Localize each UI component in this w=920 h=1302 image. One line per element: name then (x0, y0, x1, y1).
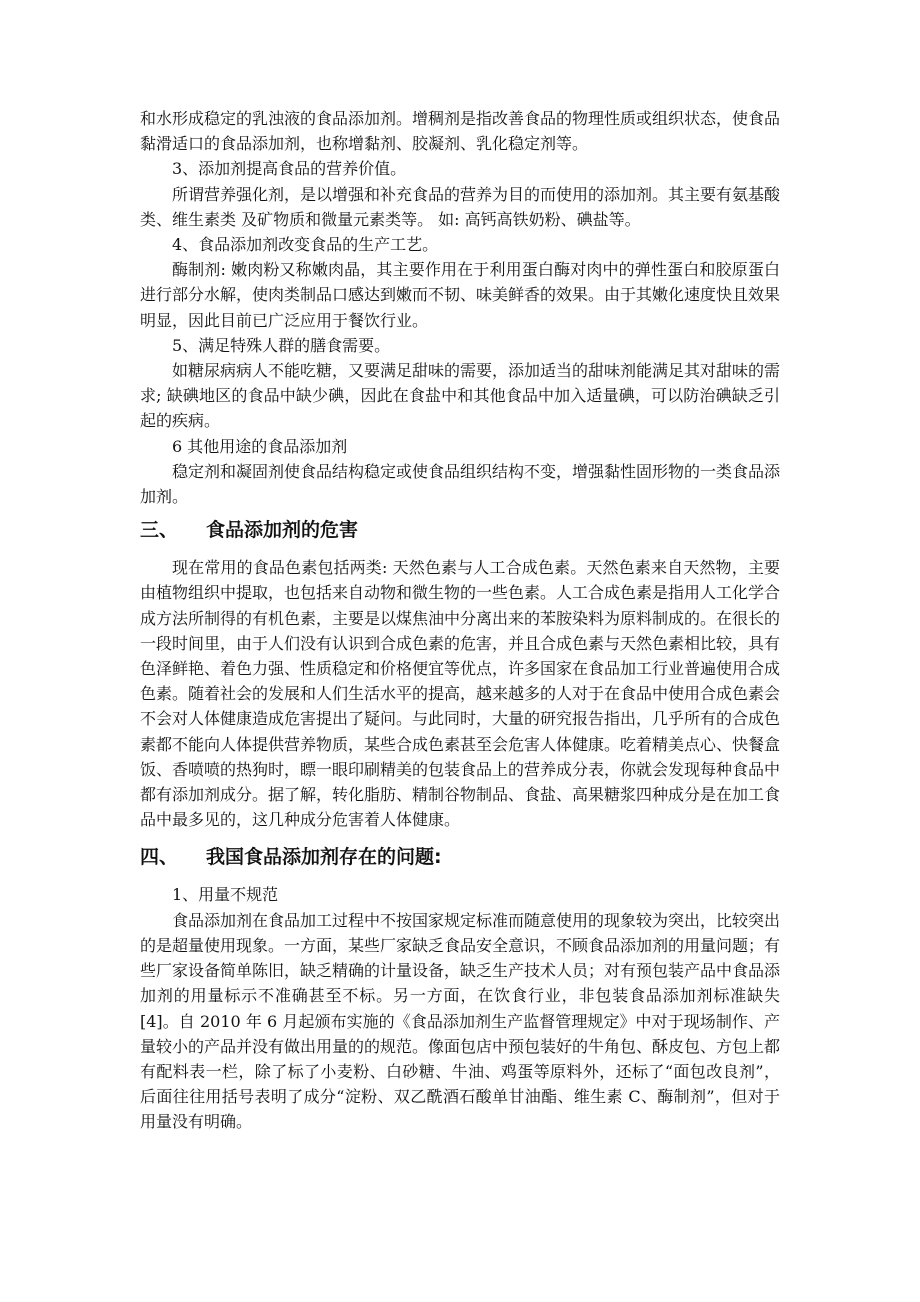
paragraph-stabilizer: 稳定剂和凝固剂使食品结构稳定或使食品组织结构不变，增强黏性固形物的一类食品添加剂。 (140, 461, 781, 507)
section-heading-problems (140, 842, 780, 872)
paragraph-nutrition-fortifier: 所谓营养强化剂，是以增强和补充食品的营养为目的而使用的添加剂。其主要有氨基酸类、维生素类 及矿物质和微量元素类等。 如: 高钙高铁奶粉、碘盐等。 (140, 184, 781, 229)
paragraph-enzyme: 酶制剂: 嫩肉粉又称嫩肉晶，其主要作用在于利用蛋白酶对肉中的弹性蛋白和胶原蛋白进行部分水解，使肉类制品口感达到嫩而不韧、味美鲜香的效果。由于其嫩化速度快且效果明显，因此目前已广泛应用于餐饮行业。 (140, 260, 781, 330)
section-title: 食品添加剂的危害 (206, 519, 359, 542)
paragraph-hazards: 现在常用的食品色素包括两类: 天然色素与人工合成色素。天然色素来自天然物，主要由植物组织中提取，也包括来自动物和微生物的一些色素。人工合成色素是指用人工化学合成方法所制得的有机色素，主要是以煤焦油中分离出来的苯胺染料为原料制成的。在很长的一段时间里，由于人们没有认识到合成色素的危害，并且合成色素与天然色素相比较，具有色泽鲜艳、着色力强、性质稳定和价格便宜等优点，许多国家在食品加工行业普遍使用合成色素。随着社会的发展和人们生活水平的提高，越来越多的人对于在食品中使用合成色素会不会对人体健康造成危害提出了疑问。与此同时，大量的研究报告指出，几乎所有的合成色素都不能向人体提供营养物质，某些合成色素甚至会危害人体健康。吃着精美点心、快餐盒饭、香喷喷的热狗时，瞟一眼印刷精美的包装食品上的营养成分表，你就会发现每种食品中都有添加剂成分。据了解，转化脂肪、精制谷物制品、食盐、高果糖浆四种成分是在加工食品中最多见的，这几种成分危害着人体健康。 (140, 558, 781, 830)
subheading-dosage: 1、用量不规范 (172, 885, 279, 905)
section-heading-hazards (140, 515, 780, 545)
section-number: 三、 (140, 519, 179, 542)
paragraph-dosage: 食品添加剂在食品加工过程中不按国家规定标准而随意使用的现象较为突出，比较突出的是超量使用现象。一方面，某些厂家缺乏食品安全意识，不顾食品添加剂的用量问题；有些厂家设备简单陈旧，缺乏精确的计量设备，缺乏生产技术人员；对有预包装产品中食品添加剂的用量标示不准确甚至不标。另一方面，在饮食行业，非包装食品添加剂标准缺失[4]。自 2010 年 6 月起颁布实施的《食品添加剂生产监督管理规定》中对于现场制作、产量较小的产品并没有做出用量的的规范。像面包店中预包装好的牛角包、酥皮包、方包上都有配料表一栏，除了标了小麦粉、白砂糖、牛油、鸡蛋等原料外，还标了“面包改良剂”，后面往往用括号表明了成分“淀粉、双乙酰酒石酸单甘油酯、维生素 C、酶制剂”，但对于用量没有明确。 (140, 910, 781, 1132)
section-title: 我国食品添加剂存在的问题: (206, 846, 442, 869)
subheading-special-diet: 5、满足特殊人群的膳食需要。 (172, 335, 391, 355)
subheading-other-uses: 6 其他用途的食品添加剂 (172, 436, 348, 456)
subheading-nutrition: 3、添加剂提高食品的营养价值。 (172, 159, 407, 179)
paragraph-special-diet: 如糖尿病病人不能吃糖，又要满足甜味的需要，添加适当的甜味剂能满足其对甜味的需求; 缺碘地区的食品中缺少碘，因此在食盐中和其他食品中加入适量碘，可以防治碘缺乏引起的疾病。 (140, 361, 781, 431)
subheading-production-process: 4、食品添加剂改变食品的生产工艺。 (172, 235, 439, 255)
paragraph-emulsifier-continued: 和水形成稳定的乳浊液的食品添加剂。增稠剂是指改善食品的物理性质或组织状态，使食品黏滑适口的食品添加剂，也称增黏剂、胶凝剂、乳化稳定剂等。 (140, 109, 781, 154)
section-number: 四、 (140, 846, 179, 869)
